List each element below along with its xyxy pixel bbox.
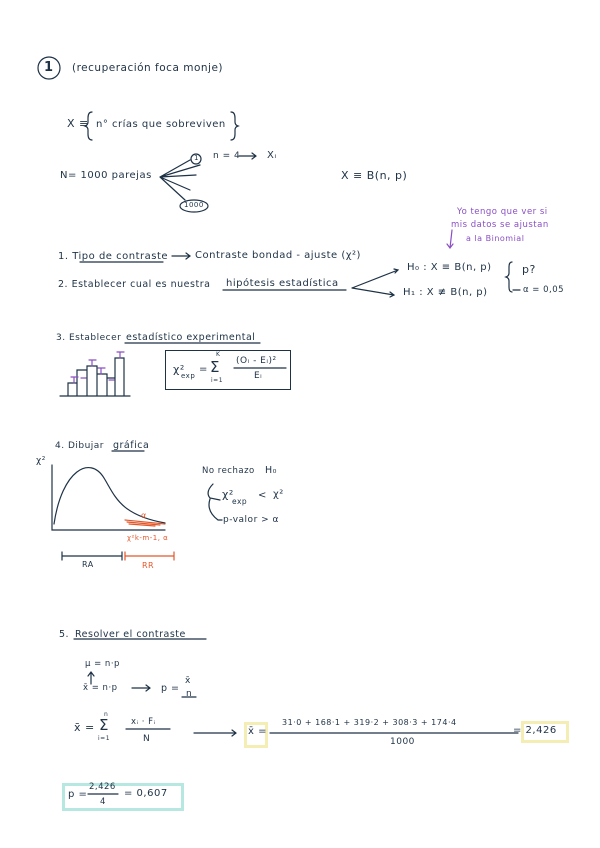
right-brace bbox=[231, 112, 238, 140]
graph-crit: χ²k-m-1, α bbox=[127, 534, 169, 542]
step3-emph: estadístico experimental bbox=[126, 332, 256, 343]
xbar-calc-lhs: x̄ = bbox=[248, 726, 267, 737]
x-definition-text: n° crías que sobreviven bbox=[96, 119, 226, 130]
p-calc-den: 4 bbox=[100, 797, 106, 807]
note-line-3: a la Binomial bbox=[466, 234, 525, 243]
tree-lines bbox=[160, 160, 200, 200]
cond1-op: < bbox=[258, 490, 267, 501]
binomial-def: X ≡ B(n, p) bbox=[341, 169, 408, 182]
alpha-value: α = 0,05 bbox=[523, 285, 565, 295]
step3-label: 3. Establecer bbox=[56, 333, 122, 343]
xbar-formula-lhs: x̄ = bbox=[74, 721, 95, 734]
cond1-sub: exp bbox=[232, 497, 248, 506]
step4-emph: gráfica bbox=[113, 440, 150, 451]
fraction-bars bbox=[88, 368, 518, 794]
note-line-1: Yo tengo que ver si bbox=[457, 207, 548, 217]
x-definition-lhs: X ≡ bbox=[67, 117, 89, 130]
step1-arrow bbox=[172, 253, 190, 259]
graph-ra: RA bbox=[82, 560, 94, 569]
xbar-calc-den: 1000 bbox=[390, 737, 415, 747]
step5-emph: Resolver el contraste bbox=[75, 629, 186, 640]
cond2: p-valor > α bbox=[223, 515, 279, 525]
tree-arrow bbox=[239, 153, 256, 159]
p-num: x̄ bbox=[185, 676, 191, 686]
chi-denominator: Eᵢ bbox=[254, 371, 263, 381]
xbar-formula-den: N bbox=[143, 734, 151, 744]
fork-arrows bbox=[352, 269, 398, 297]
xbar-calc-result: = 2,426 bbox=[513, 725, 557, 736]
step5-label: 5. bbox=[59, 629, 70, 640]
condition-branches bbox=[208, 484, 222, 520]
n-label: n = 4 bbox=[213, 151, 241, 161]
h1: H₁ : X ≢ B(n, p) bbox=[403, 287, 488, 298]
xbar-sum-sign: Σ bbox=[99, 716, 109, 734]
hyp-brace bbox=[506, 262, 512, 292]
note-arrow bbox=[447, 230, 453, 248]
xbar-calc-num: 31·0 + 168·1 + 319·2 + 308·3 + 174·4 bbox=[282, 718, 457, 727]
pairs-label: N= 1000 parejas bbox=[60, 170, 152, 181]
mu-formula: μ = n·p bbox=[85, 659, 120, 669]
xbar-sum-top: n bbox=[104, 711, 109, 718]
xbar-arrow bbox=[194, 730, 236, 736]
no-reject-label: No rechazo bbox=[202, 466, 255, 476]
step2-emph: hipótesis estadística bbox=[226, 278, 339, 289]
graph-rr: RR bbox=[142, 561, 155, 570]
tree-node-bottom-label: 1000 bbox=[184, 201, 204, 209]
chi-sum-sign: Σ bbox=[210, 358, 220, 376]
chi-lhs: χ² bbox=[173, 363, 185, 376]
rr-line bbox=[125, 552, 174, 560]
graph-alpha: α bbox=[141, 511, 147, 520]
h0: H₀ : X ≡ B(n, p) bbox=[407, 262, 492, 273]
chi-eq: = bbox=[199, 364, 208, 375]
no-reject-h0: H₀ bbox=[265, 465, 277, 476]
header-title: (recuperación foca monje) bbox=[72, 62, 223, 74]
cond1-lhs: χ² bbox=[222, 488, 234, 501]
graph-y-label: χ² bbox=[36, 456, 46, 466]
graph-axes bbox=[52, 465, 165, 530]
p-unknown: p? bbox=[522, 263, 536, 276]
p-calc-lhs: p = bbox=[68, 789, 88, 800]
p-den: n bbox=[186, 689, 193, 699]
header-number: 1 bbox=[44, 60, 54, 75]
p-calc-num: 2,426 bbox=[89, 782, 116, 792]
graph-tail bbox=[125, 520, 165, 526]
p-lhs: p = bbox=[161, 683, 180, 694]
step1-result: Contraste bondad - ajuste (χ²) bbox=[195, 250, 361, 261]
chi-sum-bottom: i=1 bbox=[211, 377, 224, 384]
p-calc-result: = 0,607 bbox=[124, 788, 168, 799]
tree-node-top-label: 1 bbox=[194, 154, 199, 162]
xbar-sum-bottom: i=1 bbox=[98, 735, 111, 742]
xbar-np: x̄ = n·p bbox=[83, 683, 118, 693]
step1-label: 1. Tipo de contraste bbox=[58, 251, 169, 262]
cond1-rhs: χ² bbox=[273, 489, 284, 500]
xi-label: Xᵢ bbox=[267, 150, 277, 161]
note-line-2: mis datos se ajustan bbox=[451, 220, 549, 230]
step4-label: 4. Dibujar bbox=[55, 441, 105, 451]
chi-numerator: (Oᵢ - Eᵢ)² bbox=[236, 356, 277, 366]
graph-curve bbox=[54, 468, 165, 524]
p-arrow bbox=[132, 685, 150, 691]
step2-label: 2. Establecer cual es nuestra bbox=[58, 279, 211, 290]
ra-line bbox=[62, 552, 122, 560]
chi-sum-top: K bbox=[216, 351, 221, 358]
chi-sub: exp bbox=[181, 372, 196, 380]
xbar-formula-num: xᵢ · Fᵢ bbox=[131, 717, 156, 727]
